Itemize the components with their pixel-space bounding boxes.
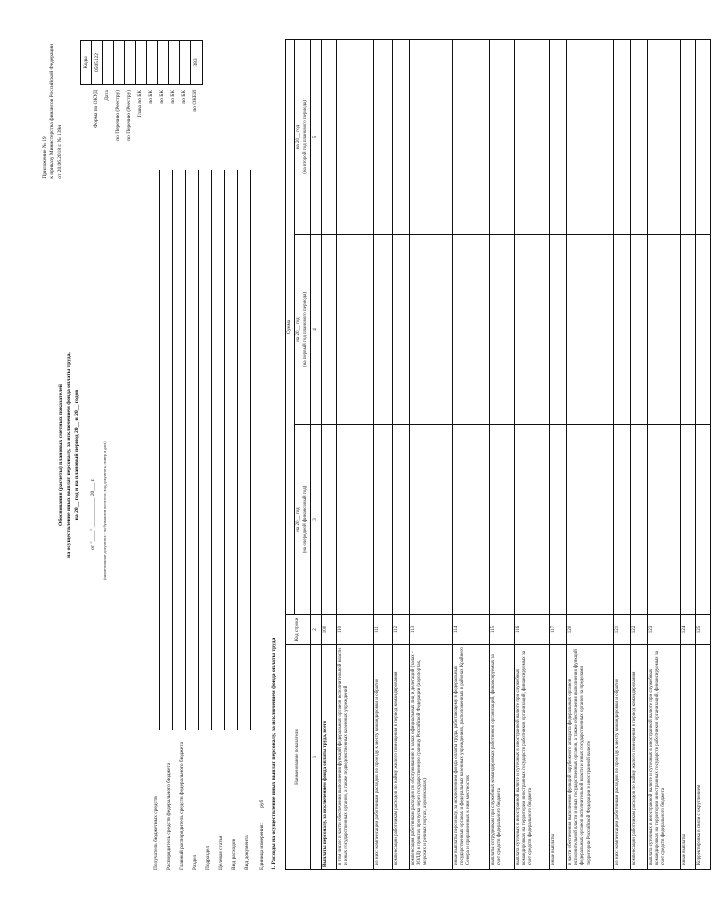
row-value-cell[interactable] bbox=[566, 425, 613, 615]
row-value-cell[interactable] bbox=[321, 425, 336, 615]
col-header-year2 bbox=[295, 235, 311, 425]
row-name: иные выплаты bbox=[680, 645, 695, 870]
col-number: 2 bbox=[310, 615, 321, 645]
code-label-bk: Глава по БК bbox=[137, 90, 143, 118]
row-value-cell[interactable] bbox=[489, 235, 514, 425]
table-row bbox=[489, 40, 514, 870]
row-value-cell[interactable] bbox=[514, 425, 549, 615]
row-name: выплата суточных в иностранной валюте и суточных в иностранной валюте при служебных командировках на территории иностранных государств работников организаций, финансируемых за счет средств федерального бюджета bbox=[647, 645, 680, 870]
col-number: 3 bbox=[310, 425, 321, 615]
code-bk5 bbox=[180, 41, 191, 84]
table-row bbox=[613, 40, 630, 870]
row-value-cell[interactable] bbox=[680, 425, 695, 615]
header-field-line[interactable] bbox=[185, 170, 186, 730]
table-body bbox=[321, 40, 710, 870]
col-year1-label: на 20__ год bbox=[296, 507, 302, 532]
row-value-cell[interactable] bbox=[321, 235, 336, 425]
row-value-cell[interactable] bbox=[452, 40, 489, 235]
code-reestr2 bbox=[125, 41, 136, 84]
table-row bbox=[373, 40, 392, 870]
row-value-cell[interactable] bbox=[489, 425, 514, 615]
header-field-line[interactable] bbox=[172, 170, 173, 730]
col-header-year3 bbox=[295, 40, 311, 235]
row-value-cell[interactable] bbox=[630, 40, 647, 235]
document-hint: (наименование документа - на бумажном носителе, вид документа, номер и дата) bbox=[102, 441, 107, 580]
row-name: компенсация работникам расходов по обслуживанию в залах официальных лиц и делегаций (залах - ЗОЛД) в пунктах пропуска через государственную границу Российской Федерации (аэропортах, морских и речных портах, аэровокзалах) bbox=[409, 645, 452, 870]
table-row bbox=[514, 40, 549, 870]
col-header-name: Наименование показателя bbox=[286, 645, 311, 870]
row-value-cell[interactable] bbox=[392, 235, 409, 425]
row-name: компенсации работникам расходов по найму жилого помещения в период командирования bbox=[630, 645, 647, 870]
row-value-cell[interactable] bbox=[630, 235, 647, 425]
codes-box bbox=[80, 40, 203, 85]
column-numbers-row bbox=[310, 40, 321, 870]
row-value-cell[interactable] bbox=[514, 40, 549, 235]
row-code: 110 bbox=[336, 615, 373, 645]
row-name: иные выплаты bbox=[549, 645, 566, 870]
row-value-cell[interactable] bbox=[647, 235, 680, 425]
title-line-1: Обоснования (расчеты) плановых сметных показателей bbox=[58, 384, 64, 526]
row-value-cell[interactable] bbox=[549, 40, 566, 235]
row-value-cell[interactable] bbox=[373, 425, 392, 615]
unit-label bbox=[259, 800, 266, 870]
col-year2-note: (на первый год планового периода) bbox=[302, 292, 308, 367]
row-code: 113 bbox=[409, 615, 452, 645]
row-value-cell[interactable] bbox=[321, 40, 336, 235]
header-field-label: Распорядитель средств федерального бюджета bbox=[166, 762, 172, 870]
row-value-cell[interactable] bbox=[549, 235, 566, 425]
row-value-cell[interactable] bbox=[452, 425, 489, 615]
row-value-cell[interactable] bbox=[680, 40, 695, 235]
unit-value: руб bbox=[259, 799, 265, 808]
code-label-bk3: по БК bbox=[159, 90, 165, 104]
code-bk bbox=[136, 41, 147, 84]
code-label-reestr2: по Перечню (Реестру) bbox=[126, 90, 132, 141]
row-name: Корректировка в связи с округлением bbox=[695, 645, 710, 870]
rotated-page bbox=[40, 30, 702, 880]
code-label-bk4: по БК bbox=[170, 90, 176, 104]
row-value-cell[interactable] bbox=[392, 425, 409, 615]
appendix-line-2: к приказу Министерства финансов Российской Федерации bbox=[49, 44, 56, 179]
row-value-cell[interactable] bbox=[695, 235, 710, 425]
row-code: 111 bbox=[373, 615, 392, 645]
row-value-cell[interactable] bbox=[452, 235, 489, 425]
table-row bbox=[647, 40, 680, 870]
document-title bbox=[58, 30, 81, 880]
row-value-cell[interactable] bbox=[336, 40, 373, 235]
header-field-line[interactable] bbox=[224, 170, 225, 730]
row-name: компенсации работникам расходов по найму жилого помещения в период командирования bbox=[392, 645, 409, 870]
header-field-label: Целевая статья bbox=[218, 835, 224, 870]
row-name: выплата суточных в иностранной валюте и суточных в иностранной валюте при служебных командировках на территории иностранных государств работников организаций, финансируемых за счет средств федерального бюджета bbox=[514, 645, 549, 870]
code-label-bk5: по БК bbox=[181, 90, 187, 104]
col-year1-note: (на очередной финансовый год) bbox=[302, 485, 308, 554]
title-line-2: на осуществление иных выплат персоналу, за исключением фонда оплаты труда, bbox=[65, 352, 72, 558]
col-header-code: Код строки bbox=[286, 615, 311, 645]
col-year3-note: (на второй год планового периода) bbox=[302, 100, 308, 174]
row-name: иные выплаты персоналу, за исключением фонда оплаты труда, работающему в федеральных государственных органах и федеральных казенных учреждениях, расположенных в районах Крайнего Севера и приравненных к ним местностях bbox=[452, 645, 489, 870]
row-value-cell[interactable] bbox=[647, 40, 680, 235]
row-name: из них: компенсации работникам расходов по проезду к месту командировки и обратно bbox=[373, 645, 392, 870]
row-value-cell[interactable] bbox=[613, 40, 630, 235]
row-code: 125 bbox=[695, 615, 710, 645]
table-row bbox=[392, 40, 409, 870]
table-row bbox=[566, 40, 613, 870]
row-value-cell[interactable] bbox=[514, 235, 549, 425]
header-field-line[interactable] bbox=[198, 170, 199, 730]
row-value-cell[interactable] bbox=[409, 235, 452, 425]
row-code: 121 bbox=[613, 615, 630, 645]
row-code: 117 bbox=[549, 615, 566, 645]
col-number: 5 bbox=[310, 40, 321, 235]
row-code: 112 bbox=[392, 615, 409, 645]
row-value-cell[interactable] bbox=[613, 425, 630, 615]
table-row bbox=[680, 40, 695, 870]
table-row bbox=[452, 40, 489, 870]
row-value-cell[interactable] bbox=[613, 235, 630, 425]
code-reestr1 bbox=[114, 41, 125, 84]
row-name: Выплаты персоналу, за исключением фонда оплаты труда, всего bbox=[321, 645, 336, 870]
row-value-cell[interactable] bbox=[680, 235, 695, 425]
row-value-cell[interactable] bbox=[647, 425, 680, 615]
row-value-cell[interactable] bbox=[373, 40, 392, 235]
row-code: 120 bbox=[566, 615, 613, 645]
row-name: в том числе: в части обеспечения выполнения функций федеральных органов исполнительной власти и иных государственных органов, а также подведомственных казенных учреждений bbox=[336, 645, 373, 870]
header-field-line[interactable] bbox=[211, 170, 212, 730]
col-number: 4 bbox=[310, 235, 321, 425]
code-bk4 bbox=[169, 41, 180, 84]
row-value-cell[interactable] bbox=[489, 40, 514, 235]
row-code: 116 bbox=[514, 615, 549, 645]
header-field-line[interactable] bbox=[250, 170, 251, 730]
row-value-cell[interactable] bbox=[695, 40, 710, 235]
row-value-cell[interactable] bbox=[336, 235, 373, 425]
row-value-cell[interactable] bbox=[566, 235, 613, 425]
row-value-cell[interactable] bbox=[336, 425, 373, 615]
table-row bbox=[321, 40, 336, 870]
title-line-3: на 20__ год и на плановый период 20__ и 20__ годов bbox=[73, 389, 80, 521]
row-name: в части обеспечения выполнения функций зарубежного аппарата федеральных органов исполнительной власти и иных государственных органов, а также обеспечения выполнения функций федеральных органов исполнительной власти и иных государственных органов за пределами территории Российской Федерации в иностранной валюте bbox=[566, 645, 613, 870]
code-label-bk2: по БК bbox=[148, 90, 154, 104]
code-bk2 bbox=[147, 41, 158, 84]
code-date bbox=[103, 41, 114, 84]
header-field-label: Вид документа bbox=[244, 835, 250, 870]
code-label-okud: Форма по ОКУД bbox=[93, 90, 99, 128]
row-value-cell[interactable] bbox=[392, 40, 409, 235]
code-okud: 0505122 bbox=[92, 41, 103, 84]
header-field-line[interactable] bbox=[237, 170, 238, 730]
section-title: 1. Расходы на осуществление иных выплат персоналу, за исключением фонда оплаты труда bbox=[271, 637, 277, 870]
unit-caption: Единица измерения: bbox=[259, 823, 265, 870]
row-code: 124 bbox=[680, 615, 695, 645]
table-row bbox=[630, 40, 647, 870]
codes-header: Коды bbox=[81, 41, 92, 84]
header-field-label: Главный распорядитель средств федерального бюджета bbox=[179, 741, 185, 870]
code-label-reestr1: по Перечню (Реестру) bbox=[115, 90, 121, 141]
row-value-cell[interactable] bbox=[566, 40, 613, 235]
table-row bbox=[695, 40, 710, 870]
table-row bbox=[409, 40, 452, 870]
row-name: выплаты сотрудникам при служебных командировках работников организаций, финансируемых за счет средств федерального бюджета bbox=[489, 645, 514, 870]
row-code: 114 bbox=[452, 615, 489, 645]
header-field-label: Получатель бюджетных средств bbox=[153, 796, 159, 870]
row-value-cell[interactable] bbox=[409, 425, 452, 615]
header-field-line[interactable] bbox=[159, 170, 160, 730]
col-year3-label: на 20__ год bbox=[296, 124, 302, 150]
row-value-cell[interactable] bbox=[695, 425, 710, 615]
row-code: 122 bbox=[630, 615, 647, 645]
row-code: 100 bbox=[321, 615, 336, 645]
row-value-cell[interactable] bbox=[549, 425, 566, 615]
col-year2-label: на 20__ год bbox=[296, 317, 302, 342]
expenses-table bbox=[285, 39, 711, 870]
appendix-line-1: Приложение № 19 bbox=[42, 136, 48, 179]
row-name: из них: компенсации работникам расходов по проезду к месту командировки и обратно bbox=[613, 645, 630, 870]
row-code: 123 bbox=[647, 615, 680, 645]
col-header-year1 bbox=[295, 425, 311, 615]
row-value-cell[interactable] bbox=[630, 425, 647, 615]
header-field-label: Вид расходов bbox=[231, 839, 237, 870]
code-label-date: Дата bbox=[104, 90, 110, 101]
col-number: 1 bbox=[310, 645, 321, 870]
date-line: от "____" ___________ 20___ г. bbox=[90, 478, 96, 550]
row-code: 115 bbox=[489, 615, 514, 645]
table-row bbox=[549, 40, 566, 870]
row-value-cell[interactable] bbox=[409, 40, 452, 235]
appendix-line-3: от 20.06.2018 г. № 139н bbox=[56, 124, 63, 179]
code-okei: 383 bbox=[193, 58, 199, 67]
col-header-sum: Сумма bbox=[286, 40, 295, 615]
code-label-okei: по ОКЕИ bbox=[192, 90, 198, 112]
row-value-cell[interactable] bbox=[373, 235, 392, 425]
header-field-label: Раздел bbox=[192, 854, 198, 870]
table-row bbox=[336, 40, 373, 870]
header-field-label: Подраздел bbox=[205, 845, 211, 870]
code-bk3 bbox=[158, 41, 169, 84]
